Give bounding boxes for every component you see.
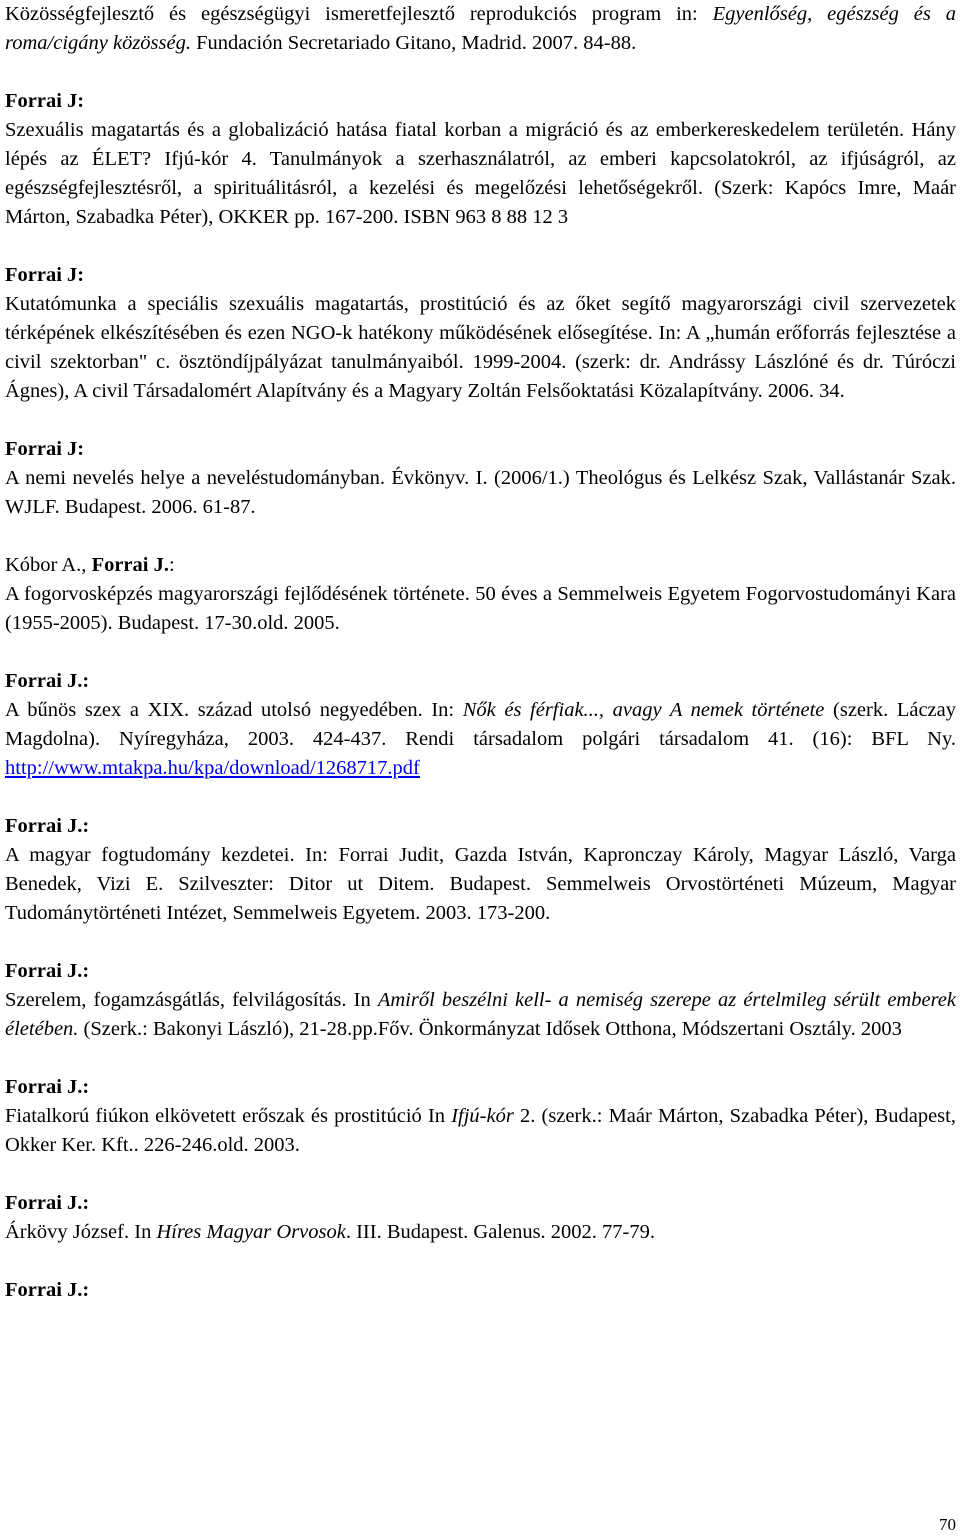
citation-italic-text: Egyenlőség, egészség és a roma/cigány közösség. [5,3,956,54]
entry-spacer [5,928,956,957]
entry-citation [5,841,956,928]
citation-italic-text: Amiről beszélni kell- a nemiség szerepe az értelmileg sérült emberek életében. [5,989,956,1040]
citation-text: 2. (szerk.: Maár Márton, Szabadka Péter), Budapest, Okker Ker. Kft.. 226-246.old. 2003. [5,1105,956,1156]
citation-bold-text: Forrai J. [91,554,169,576]
entry-spacer [5,522,956,551]
entry-citation [5,551,956,638]
entry-citation [5,290,956,406]
citation-text: Szerelem, fogamzásgátlás, felvilágosítás. In [5,989,378,1011]
entry-spacer [5,406,956,435]
citation-italic-text: Nők és férfiak..., avagy A nemek története [462,699,825,721]
citation-text: A fogorvosképzés magyarországi fejlődésének története. 50 éves a Semmelweis Egyetem Fogorvostudományi Kara (1955-2005). Budapest. 17-30.old. 2005. [5,583,956,634]
citation-text: Szexuális magatartás és a globalizáció hatása fiatal korban a migráció és az emberkereskedelem területén. Hány lépés az ÉLET? Ifjú-kór 4. Tanulmányok a szerhasználatról, az emberi kapcsolatokról, az ifjúságról, az egészségfejlesztésről, a spirituálitásról, a kezelési és megelőzési lehetőségekről. (Szerk: Kapócs Imre, Maár Márton, Szabadka Péter), OKKER pp. 167-200. ISBN 963 8 88 12 3 [5,119,956,228]
citation-text: A magyar fogtudomány kezdetei. In: Forrai Judit, Gazda István, Kapronczay Károly, Magyar László, Varga Benedek, Vizi E. Szilveszter: Ditor ut Ditem. Budapest. Semmelweis Orvostörténeti Múzeum, Magyar Tudománytörténeti Intézet, Semmelweis Egyetem. 2003. 173-200. [5,844,956,924]
entry-spacer [5,638,956,667]
entry-citation [5,986,956,1044]
citation-link[interactable]: http://www.mtakpa.hu/kpa/download/1268717.pdf [5,757,420,779]
entry-citation [5,696,956,783]
entry-spacer [5,232,956,261]
entry-author-heading: Forrai J.: [5,1279,90,1301]
citation-text: Fiatalkorú fiúkon elkövetett erőszak és prostitúció In [5,1105,452,1127]
entry-author-heading: Forrai J.: [5,670,90,692]
citation-text: Árkövy József. In [5,1221,157,1243]
entry-author-heading: Forrai J: [5,90,85,112]
entry-spacer [5,58,956,87]
entry-author-heading: Forrai J: [5,438,85,460]
entry-spacer [5,783,956,812]
entry-author-heading: Forrai J.: [5,1192,90,1214]
page-number: 70 [939,1515,956,1534]
entry-author-heading: Forrai J.: [5,815,90,837]
citation-text: (Szerk.: Bakonyi László), 21-28.pp.Főv. Önkormányzat Idősek Otthona, Módszertani Osztály. 2003 [78,1018,902,1040]
document-body [5,0,956,1305]
entry-spacer [5,1247,956,1276]
entry-citation [5,116,956,232]
citation-italic-text: Ifjú-kór [451,1105,514,1127]
entry-citation [5,1218,956,1247]
citation-text: Fundación Secretariado Gitano, Madrid. 2007. 84-88. [191,32,637,54]
entry-spacer [5,1044,956,1073]
entry-citation [5,464,956,522]
citation-text: Közösségfejlesztő és egészségügyi ismeretfejlesztő reprodukciós program in: [5,3,713,25]
citation-text: A nemi nevelés helye a neveléstudományban. Évkönyv. I. (2006/1.) Theológus és Lelkész Szak, Vallástanár Szak. WJLF. Budapest. 2006. 61-87. [5,467,956,518]
entry-author-heading: Forrai J.: [5,1076,90,1098]
entry-author-heading: Forrai J: [5,264,85,286]
citation-text: Kutatómunka a speciális szexuális magatartás, prostitúció és az őket segítő magyarországi civil szervezetek térképének elkészítésében és ezen NGO-k hatékony működésének elősegítése. In: A „humán erőforrás fejlesztése a civil szektorban" c. ösztöndíjpályázat tanulmányaiból. 1999-2004. (szerk: dr. Andrássy Lászlóné és dr. Túróczi Ágnes), A civil Társadalomért Alapítvány és a Magyary Zoltán Felsőoktatási Közalapítvány. 2006. 34. [5,293,956,402]
citation-text: (szerk. Láczay Magdolna). Nyíregyháza, 2003. 424-437. Rendi társadalom polgári társadalom 41. (16): BFL Ny. [5,699,956,750]
entry-citation [5,1102,956,1160]
entry-author-heading: Forrai J.: [5,960,90,982]
citation-text: . III. Budapest. Galenus. 2002. 77-79. [345,1221,656,1243]
citation-italic-text: Híres Magyar Orvosok [156,1221,346,1243]
entry-spacer [5,1160,956,1189]
citation-text: : [168,554,175,576]
citation-text: A bűnös szex a XIX. század utolsó negyedében. In: [5,699,463,721]
entry-citation [5,0,956,58]
citation-text: Kóbor A., [5,554,92,576]
